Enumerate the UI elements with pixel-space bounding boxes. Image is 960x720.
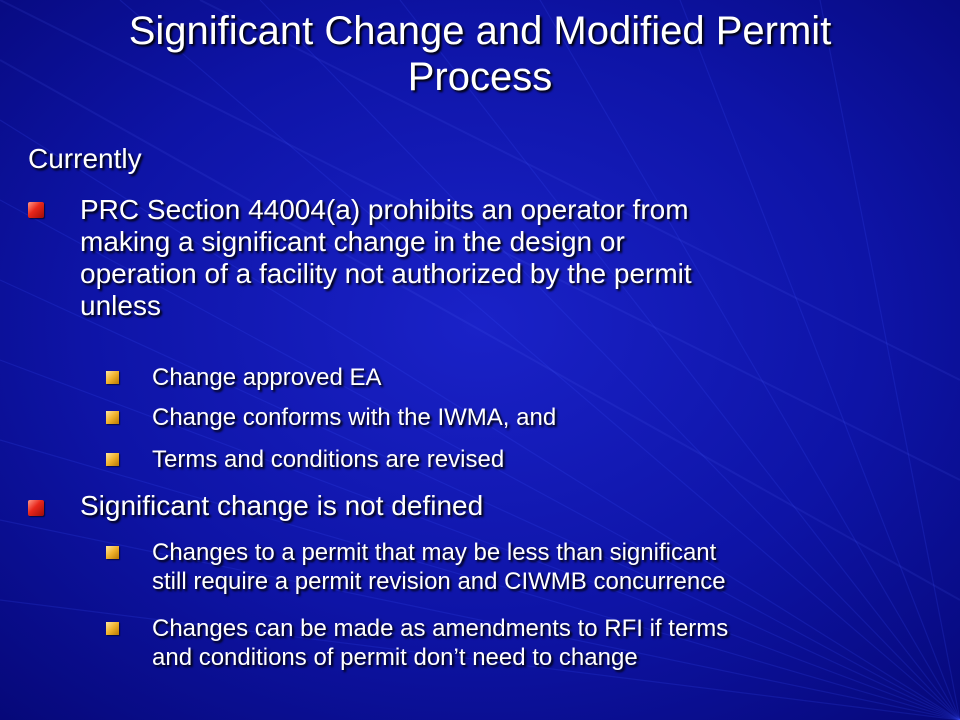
gold-square-bullet-icon (106, 546, 119, 559)
sub-bullet-text (152, 403, 942, 432)
text-line: operation of a facility not authorized by the permit (80, 258, 692, 289)
text-line: Significant change is not defined (80, 490, 484, 521)
text-line: still require a permit revision and CIWMB concurrence (152, 568, 726, 595)
text-line: Change conforms with the IWMA, and (152, 404, 557, 431)
gold-square-bullet-icon (106, 411, 119, 424)
slide-title-line-1: Significant Change and Modified Permit (128, 9, 832, 53)
gold-square-bullet-icon (106, 453, 119, 466)
slide-title-line-2: Process (407, 55, 553, 99)
text-line: Terms and conditions are revised (152, 446, 505, 473)
text-line: unless (80, 290, 161, 321)
text-line: making a significant change in the design or (80, 226, 625, 257)
bullet-text (80, 194, 930, 322)
text-line: and conditions of permit don’t need to change (152, 644, 638, 671)
sub-bullet-text (152, 445, 942, 474)
text-line: PRC Section 44004(a) prohibits an operator from (80, 194, 689, 225)
sub-bullet-text (152, 363, 942, 392)
sub-bullet-text (152, 538, 942, 596)
bullet-text (80, 490, 930, 522)
red-square-bullet-icon (28, 500, 44, 516)
gold-square-bullet-icon (106, 622, 119, 635)
text-line: Change approved EA (152, 364, 382, 391)
text-line: Changes can be made as amendments to RFI if terms (152, 615, 729, 642)
section-heading: Currently (28, 143, 142, 174)
sub-bullet-text (152, 614, 942, 672)
text-line: Changes to a permit that may be less than significant (152, 539, 717, 566)
slide-title (0, 8, 960, 100)
gold-square-bullet-icon (106, 371, 119, 384)
red-square-bullet-icon (28, 202, 44, 218)
